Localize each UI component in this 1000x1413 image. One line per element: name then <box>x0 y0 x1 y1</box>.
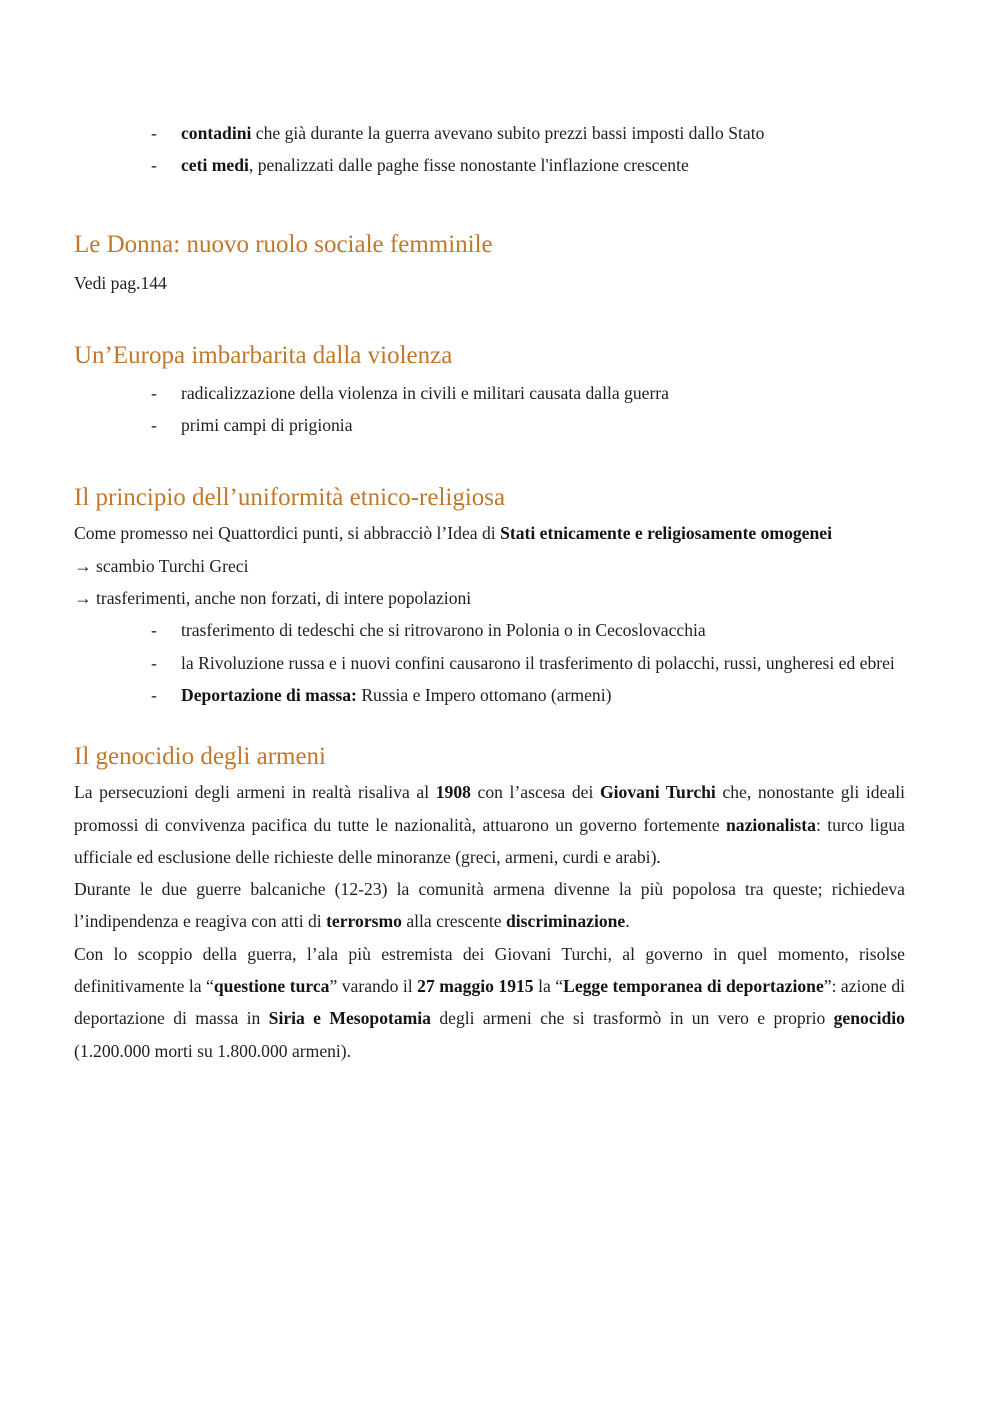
bold-term: Siria e Mesopotamia <box>268 1008 431 1029</box>
bold-term: Deportazione di massa: <box>181 684 357 705</box>
paragraph-text: ”: azione di deportazione di massa in <box>74 976 906 1029</box>
paragraph-principio <box>74 517 905 549</box>
list-item-text: primi campi di prigionia <box>181 415 353 436</box>
bold-term: genocidio <box>833 1008 905 1029</box>
dash-marker: - <box>151 123 157 143</box>
list-item-text: la Rivoluzione russa e i nuovi confini causarono il trasferimento di polacchi, russi, ungheresi ed ebrei <box>181 652 895 673</box>
europa-bullet-list <box>74 377 905 442</box>
paragraph-text: Con lo scoppio della guerra, l’ala più estremista dei Giovani Turchi, al governo in quel momento, risolse definitivamente la “ <box>74 943 905 997</box>
list-item-text: Russia e Impero ottomano (armeni) <box>356 684 612 705</box>
list-item <box>151 614 905 646</box>
paragraph-text: Come promesso nei Quattordici punti, si abbracciò l’Idea di <box>74 523 501 544</box>
bold-term: Legge temporanea di deportazione <box>563 976 824 997</box>
bold-term: questione turca <box>213 976 330 997</box>
bold-term: nazionalista <box>726 814 816 835</box>
dash-marker: - <box>151 155 157 176</box>
paragraph-text: (1.200.000 morti su 1.800.000 armeni). <box>74 1040 352 1061</box>
section-heading-genocidio: Il genocidio degli armeni <box>74 743 327 771</box>
section-heading-europa: Un’Europa imbarbarita dalla violenza <box>74 341 453 369</box>
paragraph-text: che, nonostante gli ideali promossi di convivenza pacifica du tutte le nazionalità, attuarono un governo fortemente <box>74 782 905 835</box>
list-item <box>151 647 905 679</box>
paragraph-text: . <box>625 911 630 932</box>
list-item <box>151 679 905 711</box>
paragraph-text: la “ <box>533 976 564 997</box>
list-item <box>151 117 905 149</box>
paragraph-text: alla crescente <box>401 911 506 932</box>
dash-marker: - <box>151 620 157 641</box>
paragraph-donna: Vedi pag.144 <box>74 272 167 293</box>
bold-term: Stati etnicamente e religiosamente omogenei <box>500 523 832 544</box>
list-item-text: che già durante la guerra avevano subito prezzi bassi imposti dallo Stato <box>251 123 765 143</box>
bold-term: discriminazione <box>505 911 626 932</box>
paragraph-text: degli armeni che si trasformò in un vero e proprio <box>430 1008 834 1029</box>
bold-term: contadini <box>181 123 252 143</box>
dash-marker: - <box>151 652 157 673</box>
section-heading-principio: Il principio dell’uniformità etnico-religiosa <box>74 484 506 512</box>
dash-marker: - <box>151 684 157 705</box>
bold-term: 1908 <box>435 782 471 803</box>
paragraph-text: La persecuzioni degli armeni in realtà risaliva al <box>74 782 436 803</box>
principio-bullet-list <box>74 614 905 711</box>
list-item-text: , penalizzati dalle paghe fisse nonostante l'inflazione crescente <box>248 155 689 176</box>
paragraph-text: ” varando il <box>329 976 418 997</box>
bold-term: 27 maggio 1915 <box>417 976 534 997</box>
paragraph-text: : turco ligua ufficiale ed esclusione delle richieste delle minoranze (greci, armeni, curdi e arabi). <box>74 814 905 867</box>
intro-bullet-list <box>74 117 905 182</box>
list-item <box>151 149 905 181</box>
section-heading-donna: Le Donna: nuovo ruolo sociale femminile <box>74 230 493 258</box>
list-item <box>151 409 905 441</box>
page-content <box>74 117 905 1067</box>
arrow-line-scambio: → scambio Turchi Greci <box>74 555 249 576</box>
list-item-text: radicalizzazione della violenza in civili e militari causata dalla guerra <box>181 382 669 403</box>
list-item-text: trasferimento di tedeschi che si ritrovarono in Polonia o in Cecoslovacchia <box>181 620 706 641</box>
bold-term: Giovani Turchi <box>599 782 716 803</box>
arrow-line-trasferimenti: → trasferimenti, anche non forzati, di intere popolazioni <box>74 588 472 609</box>
paragraph-genocidio-2 <box>74 873 905 938</box>
paragraph-genocidio-1 <box>74 776 905 873</box>
paragraph-genocidio-3 <box>74 938 905 1067</box>
paragraph-text: Durante le due guerre balcaniche (12-23) la comunità armena divenne la più popolosa tra queste; richiedeva l’indipendenza e reagiva con atti di <box>74 879 905 932</box>
paragraph-text: con l’ascesa dei <box>470 782 600 803</box>
bold-term: ceti medi <box>181 155 249 176</box>
dash-marker: - <box>151 415 157 436</box>
dash-marker: - <box>151 382 157 403</box>
list-item <box>151 377 905 409</box>
bold-term: terrorsmo <box>326 911 402 932</box>
